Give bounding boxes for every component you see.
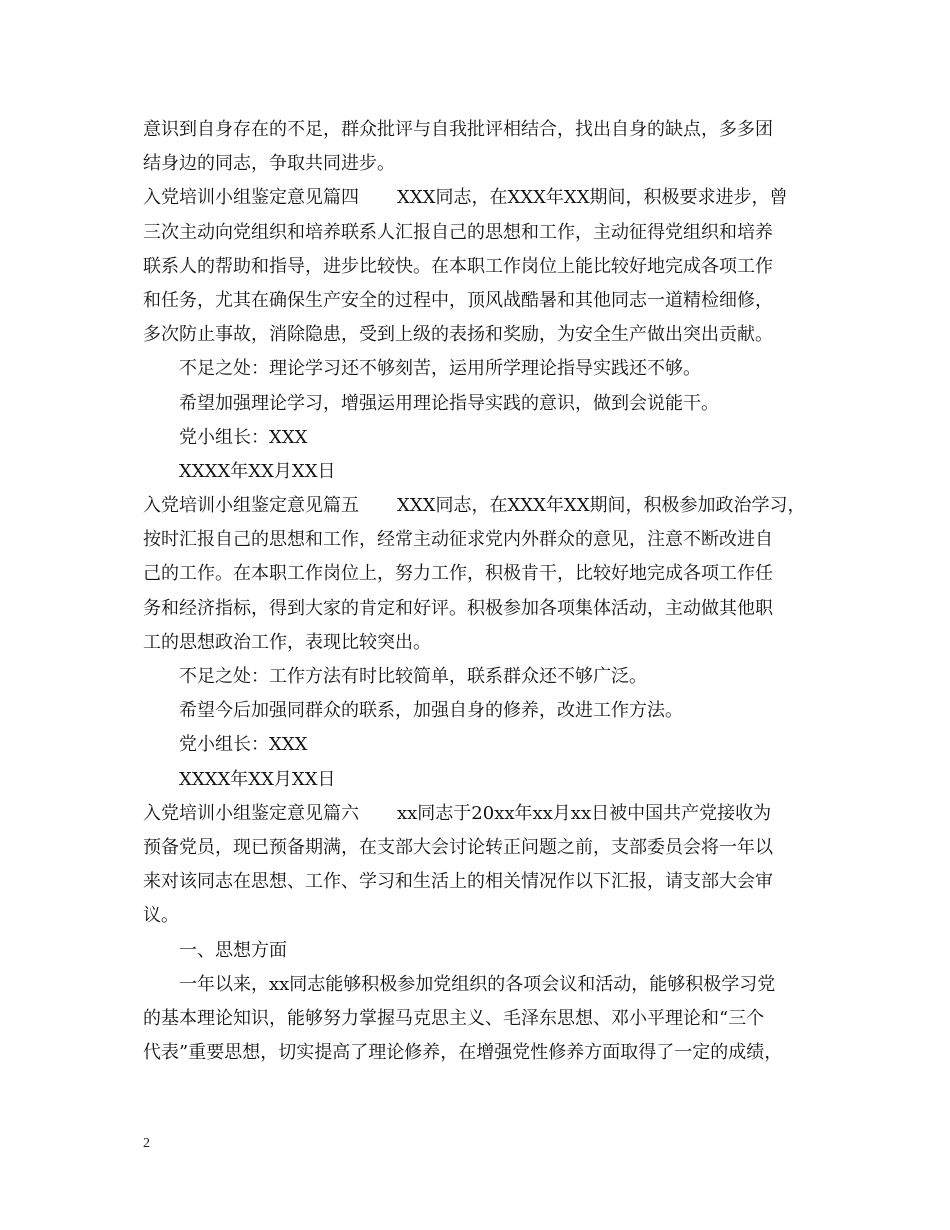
text-line bbox=[143, 421, 827, 455]
line-text: 党小组长：XXX bbox=[179, 426, 308, 448]
line-text: XXX同志，在XXX年XX期间，积极参加政治学习， bbox=[397, 495, 806, 517]
line-text: 按时汇报自己的思想和工作，经常主动征求党内外群众的意见，注意不断改进自 bbox=[143, 529, 773, 551]
line-text: 党小组长：XXX bbox=[179, 734, 308, 756]
section-heading-line bbox=[143, 181, 827, 215]
text-line bbox=[143, 831, 827, 865]
text-line bbox=[143, 1002, 827, 1036]
text-line bbox=[143, 147, 827, 181]
page-number: 2 bbox=[143, 1136, 150, 1151]
line-text: 不足之处：理论学习还不够刻苦，运用所学理论指导实践还不够。 bbox=[179, 358, 701, 380]
line-text: 代表”重要思想，切实提高了理论修养，在增强党性修养方面取得了一定的成绩， bbox=[143, 1042, 783, 1064]
text-line bbox=[143, 216, 827, 250]
text-line bbox=[143, 387, 827, 421]
text-line bbox=[143, 318, 827, 352]
text-line bbox=[143, 352, 827, 386]
text-line bbox=[143, 865, 827, 899]
line-text: XXX同志，在XXX年XX期间，积极要求进步，曾 bbox=[397, 187, 788, 209]
line-text: 来对该同志在思想、工作、学习和生活上的相关情况作以下汇报，请支部大会审 bbox=[143, 871, 773, 893]
text-line bbox=[143, 763, 827, 797]
text-line bbox=[143, 557, 827, 591]
text-line bbox=[143, 899, 827, 933]
line-text: 不足之处：工作方法有时比较简单，联系群众还不够广泛。 bbox=[179, 666, 647, 687]
line-text: 结身边的同志，争取共同进步。 bbox=[143, 153, 395, 175]
text-line bbox=[143, 694, 827, 728]
document-body bbox=[143, 113, 827, 1070]
line-text: 联系人的帮助和指导，进步比较快。在本职工作岗位上能比较好地完成各项工作 bbox=[143, 255, 773, 277]
line-text: 工的思想政治工作，表现比较突出。 bbox=[143, 631, 431, 653]
line-text: 多次防止事故，消除隐患，受到上级的表扬和奖励，为安全生产做出突出贡献。 bbox=[143, 324, 773, 346]
section-heading-line bbox=[143, 797, 827, 831]
text-line bbox=[143, 934, 827, 968]
line-text: 预备党员，现已预备期满，在支部大会讨论转正问题之前，支部委员会将一年以 bbox=[143, 836, 773, 858]
line-text: 希望今后加强同群众的联系，加强自身的修养，改进工作方法。 bbox=[179, 700, 683, 722]
line-text: 议。 bbox=[143, 905, 179, 927]
section-heading-line bbox=[143, 489, 827, 523]
text-line bbox=[143, 968, 827, 1002]
line-text: 一、思想方面 bbox=[179, 939, 287, 961]
text-line bbox=[143, 626, 827, 660]
text-line bbox=[143, 592, 827, 626]
section-heading: 入党培训小组鉴定意见篇四 bbox=[143, 187, 359, 209]
text-line bbox=[143, 250, 827, 284]
section-heading: 入党培训小组鉴定意见篇六 bbox=[143, 802, 359, 824]
line-text: 的基本理论知识，能够努力掌握马克思主义、毛泽东思想、邓小平理论和“三个 bbox=[143, 1007, 765, 1029]
line-text: 务和经济指标，得到大家的肯定和好评。积极参加各项集体活动，主动做其他职 bbox=[143, 597, 773, 619]
text-line bbox=[143, 1036, 827, 1070]
line-text: xx同志于20xx年xx月xx日被中国共产党接收为 bbox=[397, 802, 772, 824]
line-text: 己的工作。在本职工作岗位上，努力工作，积极肯干，比较好地完成各项工作任 bbox=[143, 563, 773, 585]
text-line bbox=[143, 455, 827, 489]
text-line bbox=[143, 728, 827, 762]
line-text: XXXX年XX月XX日 bbox=[179, 460, 336, 482]
line-text: 一年以来，xx同志能够积极参加党组织的各项会议和活动，能够积极学习党 bbox=[179, 973, 776, 995]
line-text: XXXX年XX月XX日 bbox=[179, 768, 336, 790]
text-line bbox=[143, 660, 827, 694]
line-text: 意识到自身存在的不足，群众批评与自我批评相结合，找出自身的缺点，多多团 bbox=[143, 119, 773, 140]
section-heading: 入党培训小组鉴定意见篇五 bbox=[143, 495, 359, 517]
line-text: 和任务，尤其在确保生产安全的过程中，顶风战酷暑和其他同志一道精检细修， bbox=[143, 289, 773, 311]
text-line bbox=[143, 113, 827, 147]
line-text: 希望加强理论学习，增强运用理论指导实践的意识，做到会说能干。 bbox=[179, 392, 719, 414]
text-line bbox=[143, 523, 827, 557]
line-text: 三次主动向党组织和培养联系人汇报自己的思想和工作，主动征得党组织和培养 bbox=[143, 221, 773, 243]
text-line bbox=[143, 284, 827, 318]
